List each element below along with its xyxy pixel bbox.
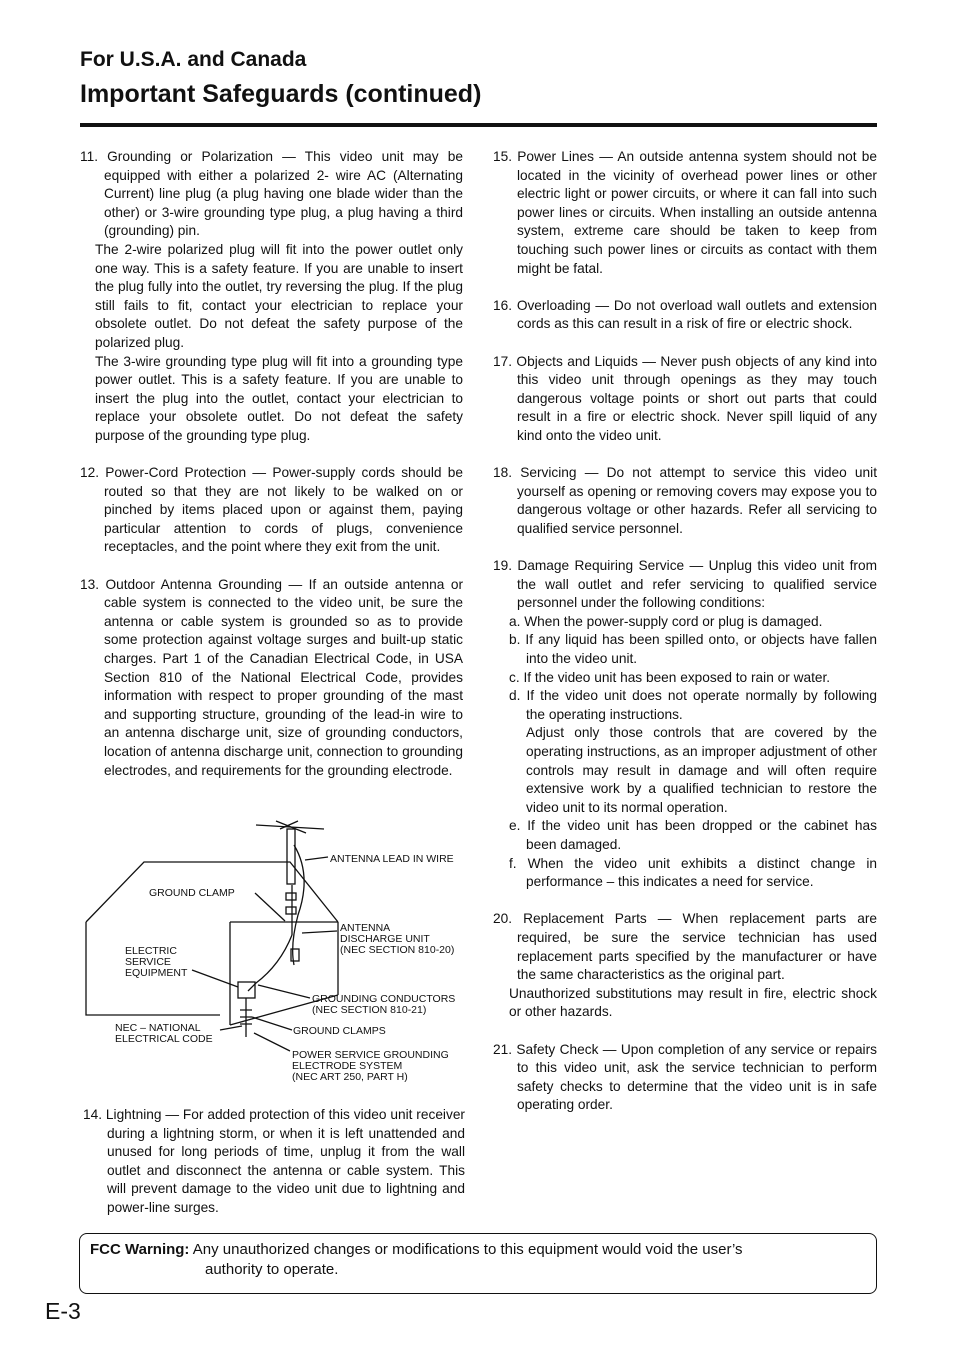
fcc-warning-box	[79, 1233, 877, 1294]
safeguard-item-20	[493, 910, 877, 1022]
leader-nec	[220, 1026, 242, 1030]
item-19-b: b. If any liquid has been spilled onto, or objects have fallen into the video unit.	[509, 632, 877, 667]
item-19-a: a. When the power-supply cord or plug is damaged.	[509, 613, 823, 629]
leader-antenna-lead	[305, 857, 328, 860]
label-nec-1: NEC – NATIONAL	[115, 1022, 201, 1034]
title-rule	[80, 123, 877, 127]
safeguard-item-11	[80, 148, 463, 446]
left-column	[80, 148, 463, 799]
safeguard-item-16	[493, 297, 877, 334]
label-electric-3: EQUIPMENT	[125, 967, 188, 979]
item-20-head: 20. Replacement Parts — When replacement parts are required, be sure the service technician has used replacement parts specified by the manufacturer or have the same characteristics as the original part.	[493, 911, 877, 983]
leader-electric-service	[192, 970, 238, 987]
fcc-warning-lead: FCC Warning:	[90, 1241, 190, 1258]
item-18-text: 18. Servicing — Do not attempt to service this video unit yourself as opening or removing covers may expose you to dangerous voltage or other hazards. Refer all servicing to qualified service personnel.	[493, 465, 877, 536]
page-number: E-3	[45, 1298, 81, 1324]
item-14-text: 14. Lightning — For added protection of this video unit receiver during a lightning storm, or when it is left unattended and unused for long periods of time, unplug it from the wall outlet and disconnect the antenna or cable system. This will prevent damage to the video unit due to lightning and power-line surges.	[83, 1107, 465, 1215]
label-power-service-1: POWER SERVICE GROUNDING	[292, 1049, 449, 1061]
leader-discharge-unit	[302, 931, 337, 933]
fcc-warning-line-1: Any unauthorized changes or modifications to this equipment would void the user’s	[192, 1241, 743, 1258]
item-13-text: 13. Outdoor Antenna Grounding — If an outside antenna or cable system is connected to the video unit, be sure the antenna or cable system is grounded so as to provide some protection against voltage surges and built-up static charges. Part 1 of the Canadian Electrical Code, in USA Section 810 of the National Electrical Code, provides information with respect to proper grounding of the mast and supporting structure, grounding of the lead-in wire to an antenna discharge unit, size of grounding conductors, location of antenna discharge unit, connection to grounding electrodes, and requirements for the grounding electrode.	[80, 576, 463, 778]
item-21-text: 21. Safety Check — Upon completion of any service or repairs to this video unit, ask the service technician to perform safety checks to determine that the video unit is in safe operating order.	[493, 1041, 877, 1113]
safeguard-item-13	[80, 576, 463, 781]
safeguard-item-14	[83, 1106, 465, 1218]
page-title: Important Safeguards (continued)	[80, 80, 482, 108]
label-grounding-conductors-1: GROUNDING CONDUCTORS	[312, 993, 456, 1005]
ground-clamp-mast-2	[286, 907, 296, 914]
label-antenna-lead: ANTENNA LEAD IN WIRE	[330, 853, 454, 865]
label-antenna-discharge-1: ANTENNA	[340, 922, 391, 934]
leader-power-service	[254, 1033, 290, 1051]
label-electric-2: SERVICE	[125, 956, 171, 968]
ground-clamp-mast	[286, 893, 296, 900]
safeguard-item-17	[493, 353, 877, 446]
safeguard-item-19	[493, 557, 877, 892]
item-16-text: 16. Overloading — Do not overload wall outlets and extension cords as this can result in a risk of fire or electric shock.	[493, 297, 877, 332]
leader-ground-clamp	[255, 893, 285, 921]
antenna-grounding-diagram	[80, 815, 470, 1095]
label-nec-2: ELECTRICAL CODE	[115, 1033, 213, 1045]
section-subtitle: For U.S.A. and Canada	[80, 48, 307, 71]
item-12-text: 12. Power-Cord Protection — Power-supply cords should be routed so that they are not likely to be walked on or pinched by items placed upon or against them, paying particular attention to cords of plugs, convenience receptacles, and the point where they exit from the unit.	[80, 465, 463, 555]
item-19-head: 19. Damage Requiring Service — Unplug this video unit from the wall outlet and refer servicing to qualified service personnel under the following conditions:	[493, 558, 877, 611]
item-19-e: e. If the video unit has been dropped or the cabinet has been damaged.	[509, 818, 877, 852]
label-ground-clamp: GROUND CLAMP	[149, 887, 235, 899]
item-17-text: 17. Objects and Liquids — Never push objects of any kind into this video unit through openings as they may touch dangerous voltage points or short out parts that could result in a fire or electric shock. Never spill liquid of any kind onto the video unit.	[493, 353, 877, 443]
leader-grounding-conductors	[258, 985, 310, 998]
antenna-mast	[287, 829, 295, 884]
item-19-d: d. If the video unit does not operate normally by following the operating instructions.	[509, 688, 877, 722]
label-grounding-conductors-2: (NEC SECTION 810-21)	[312, 1004, 427, 1016]
label-antenna-discharge-3: (NEC SECTION 810-20)	[340, 944, 455, 956]
item-11-para-1: The 2-wire polarized plug will fit into the power outlet only one way. This is a safety feature. If you are unable to insert the plug fully into the outlet, try reversing the plug. If the plug still fails to fit, contact your electrician to replace your obsolete outlet. Do not defeat the safety purpose of the polarized plug.	[95, 241, 463, 350]
safeguard-item-18	[493, 464, 877, 538]
label-power-service-2: ELECTRODE SYSTEM	[292, 1060, 403, 1072]
label-ground-clamps: GROUND CLAMPS	[293, 1025, 386, 1037]
item-19-c: c. If the video unit has been exposed to rain or water.	[509, 669, 831, 685]
label-electric-1: ELECTRIC	[125, 945, 177, 957]
safeguard-item-15	[493, 148, 877, 278]
item-11-head: 11. Grounding or Polarization — This video unit may be equipped with either a polarized 2- wire AC (Alternating Current) line plug (a plug having one blade wider than the other) or 3-wire grounding type plug, a plug having a third (grounding) pin.	[80, 149, 463, 239]
safeguard-item-21	[493, 1041, 877, 1115]
item-19-d-continued: Adjust only those controls that are covered by the operating instructions, as an improper adjustment of other controls may result in damage and will often require extensive work by a qualified technician to restore the video unit to its normal operation.	[526, 725, 877, 815]
electric-service-box	[238, 982, 255, 998]
item-19-f: f. When the video unit exhibits a distinct change in performance – this indicates a need for service.	[509, 855, 877, 890]
item-11-para-2: The 3-wire grounding type plug will fit into a grounding type power outlet. This is a safety feature. If you are unable to insert the plug into the outlet, contact your electrician to replace your obsolete outlet. Do not defeat the safety purpose of the grounding type plug.	[95, 353, 463, 443]
item-20-tail: Unauthorized substitutions may result in fire, electric shock or other hazards.	[509, 985, 877, 1020]
label-antenna-discharge-2: DISCHARGE UNIT	[340, 933, 430, 945]
right-column	[493, 148, 877, 1133]
label-power-service-3: (NEC ART 250, PART H)	[292, 1071, 408, 1083]
leader-ground-clamps	[252, 1017, 292, 1030]
item-15-text: 15. Power Lines — An outside antenna system should not be located in the vicinity of overhead power lines or other electric light or power circuits, or where it can fall into such power lines or circuits. When installing an outside antenna system, extreme care should be taken to keep from touching such power lines or circuits as contact with them might be fatal.	[493, 149, 877, 276]
safeguard-item-12	[80, 464, 463, 557]
fcc-warning-line-2: authority to operate.	[205, 1261, 339, 1278]
